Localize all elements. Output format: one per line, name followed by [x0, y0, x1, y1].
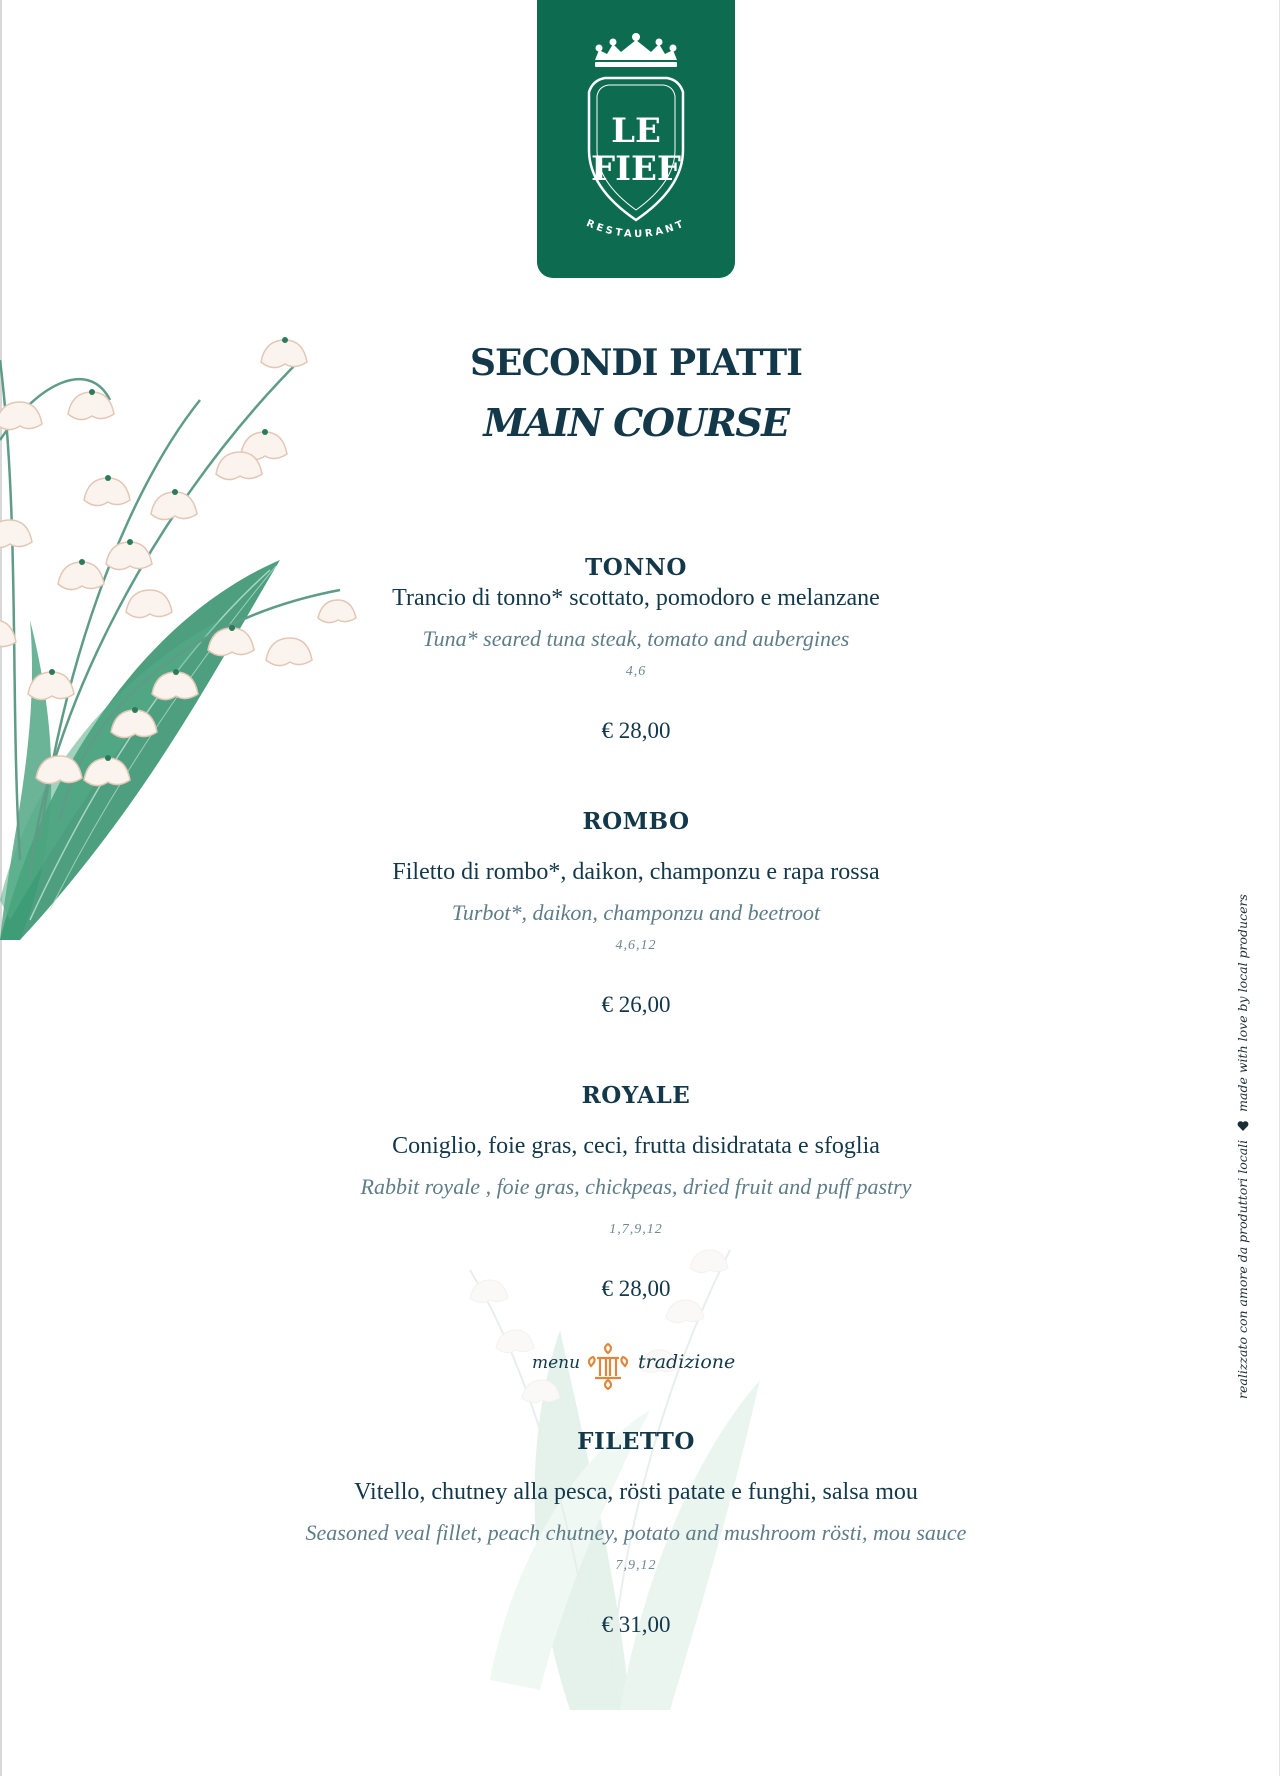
- menu-tradizione-badge: [530, 1338, 742, 1394]
- side-note-english: made with love by local producers: [1235, 894, 1250, 1112]
- dish-description-english: Seasoned veal fillet, peach chutney, potato and mushroom rösti, mou sauce: [305, 1520, 967, 1545]
- dish-description-italian: Coniglio, foie gras, ceci, frutta disidratata e sfoglia: [392, 1133, 880, 1159]
- section-title-italian: SECONDI PIATTI: [470, 342, 802, 384]
- dish-price: € 28,00: [601, 718, 671, 743]
- tradition-emblem-icon: [585, 1340, 631, 1390]
- dish-title: ROYALE: [581, 1082, 691, 1109]
- dish-price: € 31,00: [601, 1612, 671, 1637]
- local-producers-note: [1235, 894, 1250, 1399]
- dish-price: € 26,00: [601, 992, 671, 1017]
- dish-description-italian: Filetto di rombo*, daikon, champonzu e rapa rossa: [392, 859, 880, 885]
- restaurant-logo: [537, 0, 735, 278]
- dish-title: FILETTO: [577, 1428, 695, 1455]
- dish-price: € 28,00: [601, 1276, 671, 1301]
- logo-line-2: FIEF: [590, 149, 682, 189]
- dish-title: ROMBO: [582, 808, 690, 835]
- heart-icon: [1237, 1120, 1249, 1132]
- dish-description-english: Rabbit royale , foie gras, chickpeas, dried fruit and puff pastry: [360, 1174, 912, 1199]
- logo-tagline: RESTAURANT: [584, 218, 688, 241]
- crown-icon: [595, 33, 677, 67]
- section-title-english: MAIN COURSE: [483, 400, 789, 445]
- logo-line-1: LE: [611, 111, 661, 151]
- dish-description-english: Tuna* seared tuna steak, tomato and aubergines: [422, 626, 850, 651]
- dish-allergens: 7,9,12: [615, 1558, 657, 1573]
- tradizione-label-left: menu: [532, 1353, 581, 1373]
- dish-allergens: 4,6: [625, 664, 647, 679]
- dish-allergens: 1,7,9,12: [609, 1222, 663, 1237]
- dish-title: TONNO: [585, 554, 687, 581]
- dish-description-english: Turbot*, daikon, champonzu and beetroot: [451, 900, 821, 925]
- tradizione-label-right: tradizione: [638, 1351, 736, 1373]
- dish-description-italian: Vitello, chutney alla pesca, rösti patate e funghi, salsa mou: [354, 1479, 918, 1505]
- dish-allergens: 4,6,12: [615, 938, 657, 953]
- side-note-italian: realizzato con amore da produttori locali: [1235, 1139, 1250, 1399]
- dish-description-italian: Trancio di tonno* scottato, pomodoro e melanzane: [392, 585, 880, 611]
